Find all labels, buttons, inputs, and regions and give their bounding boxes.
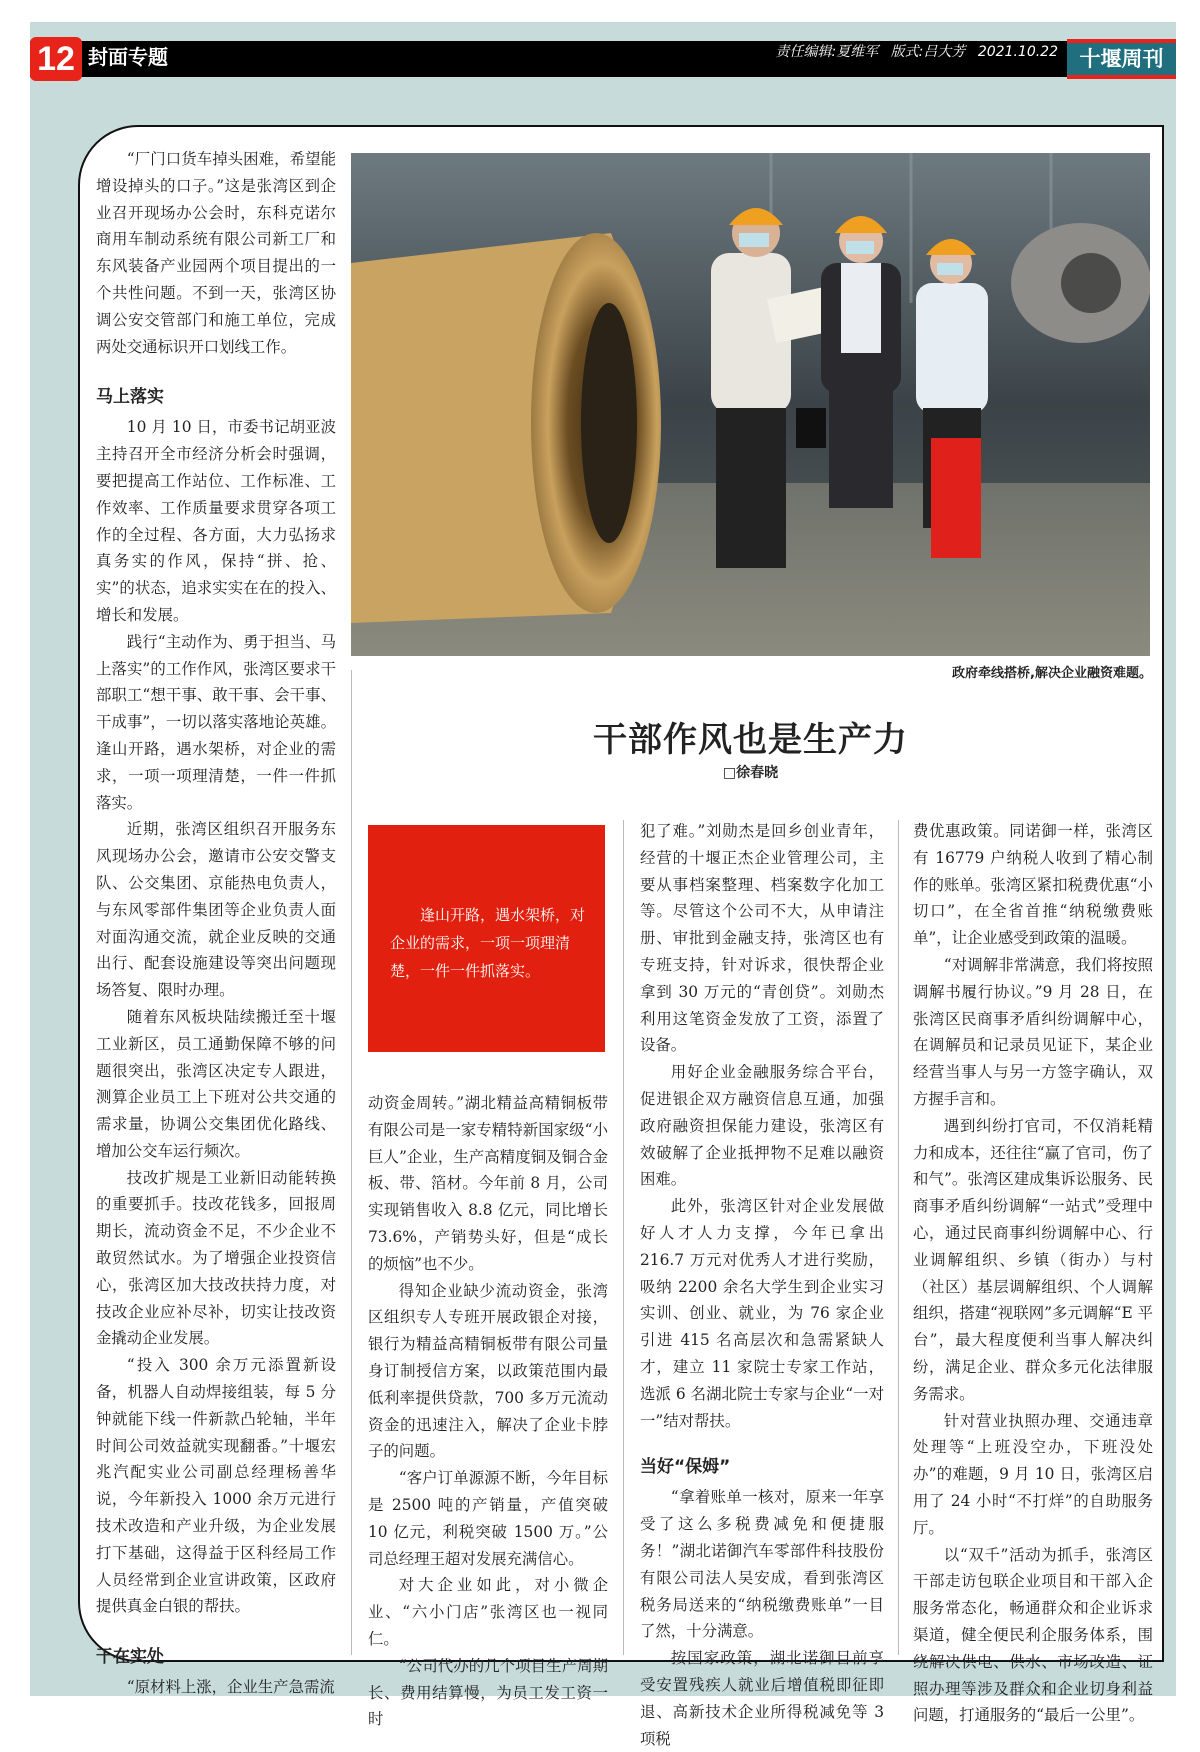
paragraph: 遇到纠纷打官司，不仅消耗精力和成本，还往往“赢了官司，伤了和气”。张湾区建成集诉讼服务、民商事矛盾纠纷调解“一站式”受理中心，通过民商事纠纷调解中心、行业调解组织、乡镇（街办）与村（社区）基层调解组织、个人调解组织，搭建“视联网”多元调解“E 平台”，最大程度便利当事人解决纠纷，满足企业、群众多元化法律服务需求。 — [913, 1116, 1153, 1403]
article-photo — [351, 153, 1150, 656]
subheading: 当好“保姆” — [640, 1457, 731, 1478]
article-column-2 — [368, 1090, 608, 1733]
column-divider — [351, 670, 352, 1655]
paragraph: 10 月 10 日，市委书记胡亚波主持召开全市经济分析会时强调，要把提高工作站位、工作标准、工作效率、工作质量要求贯穿各项工作的全过程、各方面，大力弘扬求真务实的作风，保持“拼、抢、实”的状态，追求实实在在的投入、增长和发展。 — [96, 418, 336, 624]
paragraph: 践行“主动作为、勇于担当、马上落实”的工作作风，张湾区要求干部职工“想干事、敢干事、会干事、干成事”，一切以落实落地论英雄。逢山开路，遇水架桥，对企业的需求，一项一项理清楚，一件一件抓落实。 — [96, 632, 336, 812]
paragraph: “拿着账单一核对，原来一年享受了这么多税费减免和便捷服务！”湖北诺御汽车零部件科技股份有限公司法人吴安成，看到张湾区税务局送来的“纳税缴费账单”一目了然，十分满意。 — [640, 1488, 884, 1641]
photo-caption: 政府牵线搭桥,解决企业融资难题。 — [952, 666, 1152, 681]
factory-photo-illustration — [351, 153, 1150, 656]
column-divider — [898, 820, 899, 1655]
layout-editor: 版式:吕大芳 — [890, 44, 966, 60]
paragraph: 用好企业金融服务综合平台，促进银企双方融资信息互通，加强政府融资担保能力建设，张湾区有效破解了企业抵押物不足难以融资困难。 — [640, 1063, 884, 1189]
paragraph: “投入 300 余万元添置新设备，机器人自动焊接组装，每 5 分钟就能下线一件新款凸轮轴，半年时间公司效益就实现翻番。”十堰宏兆汽配实业公司副总经理杨善华说，今年新投入 1000 余万元进行技术改造和产业升级，为企业发展打下基础，这得益于区科经局工作人员经常到企业宣讲政策，区政府提供真金白银的帮扶。 — [96, 1356, 336, 1616]
paragraph: “厂门口货车掉头困难，希望能增设掉头的口子。”这是张湾区到企业召开现场办公会时，东科克诺尔商用车制动系统有限公司新工厂和东风装备产业园两个项目提出的一个共性问题。不到一天，张湾区协调公安交管部门和施工单位，完成两处交通标识开口划线工作。 — [96, 150, 336, 356]
article-column-1 — [96, 146, 336, 1701]
brand-logo: 十堰周刊 — [1067, 39, 1176, 79]
paragraph: 随着东风板块陆续搬迁至十堰工业新区，员工通勤保障不够的问题很突出，张湾区决定专人跟进，测算企业员工上下班对公共交通的需求量，协调公交集团优化路线、增加公交车运行频次。 — [96, 1007, 336, 1160]
article-column-3 — [640, 818, 884, 1752]
paragraph: 对大企业如此，对小微企业、“六小门店”张湾区也一视同仁。 — [368, 1576, 608, 1648]
article-title: 干部作风也是生产力 — [593, 720, 908, 760]
section-title: 封面专题 — [88, 45, 168, 69]
paragraph: 费优惠政策。同诺御一样，张湾区有 16779 户纳税人收到了精心制作的账单。张湾区紧扣税费优惠“小切口”，在全省首推“纳税缴费账单”，让企业感受到政策的温暖。 — [913, 822, 1153, 948]
editor: 责任编辑:夏维军 — [775, 44, 879, 60]
paragraph: 近期，张湾区组织召开服务东风现场办公会，邀请市公安交警支队、公交集团、京能热电负责人，与东风零部件集团等企业负责人面对面沟通交流，就企业反映的交通出行、配套设施建设等突出问题现场答复、限时办理。 — [96, 820, 336, 1000]
credits — [767, 41, 1058, 77]
pull-quote: 逢山开路，遇水架桥，对企业的需求，一项一项理清楚，一件一件抓落实。 — [368, 825, 605, 1052]
column-divider — [623, 820, 624, 1655]
person-figure — [916, 239, 988, 558]
paragraph: 犯了难。”刘勋杰是回乡创业青年，经营的十堰正杰企业管理公司，主要从事档案整理、档案数字化加工等。尽管这个公司不大，从申请注册、审批到金融支持，张湾区也有专班支持，针对诉求，很快帮企业拿到 30 万元的“青创贷”。刘勋杰利用这笔资金发放了工资，添置了设备。 — [640, 822, 884, 1055]
subheading: 马上落实 — [96, 387, 164, 408]
issue-date: 2021.10.22 — [977, 44, 1058, 60]
page-number: 12 — [30, 37, 82, 81]
article-column-4 — [913, 818, 1153, 1729]
paragraph: “客户订单源源不断，今年目标是 2500 吨的产销量，产值突破 10 亿元，利税突破 1500 万。”公司总经理王超对发展充满信心。 — [368, 1469, 608, 1568]
paragraph: 按国家政策，湖北诺御目前享受安置残疾人就业后增值税即征即退、高新技术企业所得税减免等 3 项税 — [640, 1649, 884, 1748]
paragraph: 得知企业缺少流动资金，张湾区组织专人专班开展政银企对接，银行为精益高精铜板带有限公司量身订制授信方案，以政策范围内最低利率提供贷款，700 多万元流动资金的迅速注入，解决了企业卡脖子的问题。 — [368, 1281, 608, 1461]
paragraph: 此外，张湾区针对企业发展做好人才人力支撑，今年已拿出 216.7 万元对优秀人才进行奖励，吸纳 2200 余名大学生到企业实习实训、创业、就业，为 76 家企业引进 415 名高层次和急需紧缺人才，建立 11 家院士专家工作站，选派 6 名湖北院士专家与企业“一对一”结对帮扶。 — [640, 1197, 884, 1430]
paragraph: 动资金周转。”湖北精益高精铜板带有限公司是一家专精特新国家级“小巨人”企业，生产高精度铜及铜合金板、带、箔材。今年前 8 月，公司实现销售收入 8.8 亿元，同比增长 73.6%，产销势头好，但是“成长的烦恼”也不少。 — [368, 1094, 608, 1273]
paragraph: 针对营业执照办理、交通违章处理等“上班没空办，下班没处办”的难题，9 月 10 日，张湾区启用了 24 小时“不打烊”的自助服务厅。 — [913, 1411, 1153, 1537]
paragraph: 技改扩规是工业新旧动能转换的重要抓手。技改花钱多，回报周期长，流动资金不足，不少企业不敢贸然试水。为了增强企业投资信心，张湾区加大技改扶持力度，对技改企业应补尽补，切实让技改资金撬动企业发展。 — [96, 1168, 336, 1348]
paragraph: “对调解非常满意，我们将按照调解书履行协议。”9 月 28 日，在张湾区民商事矛盾纠纷调解中心，在调解员和记录员见证下，某企业经营当事人与另一方签字确认，双方握手言和。 — [913, 955, 1153, 1108]
paragraph: “公司代办的几个项目生产周期长、费用结算慢，为员工发工资一时 — [368, 1656, 608, 1729]
subheading: 干在实处 — [96, 1647, 164, 1668]
article-byline: □徐春晓 — [722, 765, 779, 781]
paragraph: “原材料上涨，企业生产急需流 — [126, 1678, 335, 1697]
paragraph: 以“双千”活动为抓手，张湾区干部走访包联企业项目和干部入企服务常态化，畅通群众和企业诉求渠道，健全便民利企服务体系，围绕解决供电、供水、市场改造、证照办理等涉及群众和企业切身利益问题，打通服务的“最后一公里”。 — [913, 1545, 1153, 1725]
